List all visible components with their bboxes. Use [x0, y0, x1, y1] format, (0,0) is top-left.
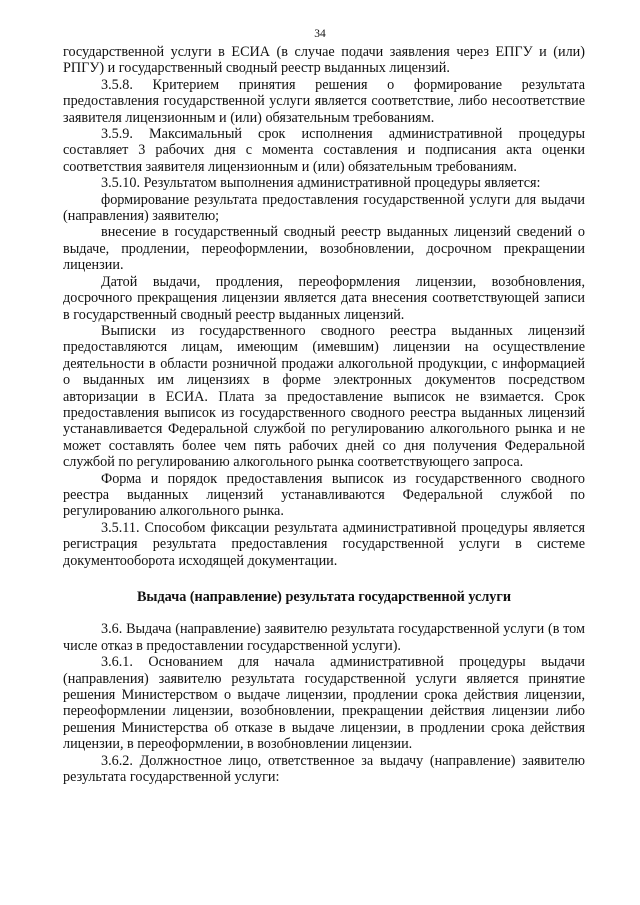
page-number: 34: [314, 28, 326, 40]
paragraph-3-6-2: 3.6.2. Должностное лицо, ответственное за выдачу (направление) заявителю результата государственной услуги:: [63, 752, 585, 786]
paragraph: Форма и порядок предоставления выписок из государственного сводного реестра выданных лицензий устанавливаются Федеральной службой по регулированию алкогольного рынка.: [63, 470, 585, 520]
paragraph-3-5-11: 3.5.11. Способом фиксации результата административной процедуры является регистрация результата предоставления государственной услуги в системе документооборота исходящей документации.: [63, 519, 585, 569]
paragraph-3-5-8: 3.5.8. Критерием принятия решения о формирование результата предоставления государственной услуги является соответствие, либо несоответствие заявителя лицензионным и (или) обязательным требованиям.: [63, 76, 585, 126]
paragraph: государственной услуги в ЕСИА (в случае подачи заявления через ЕПГУ и (или) РПГУ) и государственный сводный реестр выданных лицензий.: [63, 44, 585, 77]
paragraph-3-5-10: 3.5.10. Результатом выполнения административной процедуры является:: [101, 175, 541, 192]
section-heading: Выдача (направление) результата государственной услуги: [136, 589, 512, 605]
paragraph: внесение в государственный сводный реестр выданных лицензий сведений о выдаче, продлении, переоформлении, возобновлении, досрочном прекращении лицензии.: [63, 224, 585, 274]
paragraph: формирование результата предоставления государственной услуги для выдачи (направления) заявителю;: [63, 191, 585, 225]
paragraph: Датой выдачи, продления, переоформления лицензии, возобновления, досрочного прекращения лицензии является дата внесения соответствующей записи в государственный сводный реестр выданных лицензий.: [63, 273, 585, 323]
paragraph-3-5-9: 3.5.9. Максимальный срок исполнения административной процедуры составляет 3 рабочих дня с момента составления и подписания акта оценки соответствия заявителя лицензионным и (или) обязательным требованиям.: [63, 126, 585, 175]
document-body: [63, 44, 585, 785]
paragraph: Выписки из государственного сводного реестра выданных лицензий предоставляются лицам, имеющим (имевшим) лицензии на осуществление деятельности в области розничной продажи алкогольной продукции, с информацией о выданных им лицензиях в форме электронных документов посредством авторизации в ЕСИА. Плата за предоставление выписок не взимается. Срок предоставления выписок из государственного сводного реестра выданных лицензий устанавливается Федеральной службой по регулированию алкогольного рынка и не может составлять более чем пять рабочих дней со дня получения Федеральной службой по регулированию алкогольного рынка соответствующего запроса.: [63, 322, 585, 471]
paragraph-3-6-1: 3.6.1. Основанием для начала административной процедуры выдачи (направления) заявителю результата государственной услуги является принятие решения Министерством о выдаче лицензии, продлении срока действия лицензии, переоформлении лицензии, возобновлении, прекращении действия лицензии либо решения Министерства об отказе в выдаче лицензии, в продлении срока действия лицензии, в переоформлении, в возобновлении лицензии.: [63, 654, 585, 753]
paragraph-3-6: 3.6. Выдача (направление) заявителю результата государственной услуги (в том числе отказ в предоставлении государственной услуги).: [63, 621, 585, 654]
